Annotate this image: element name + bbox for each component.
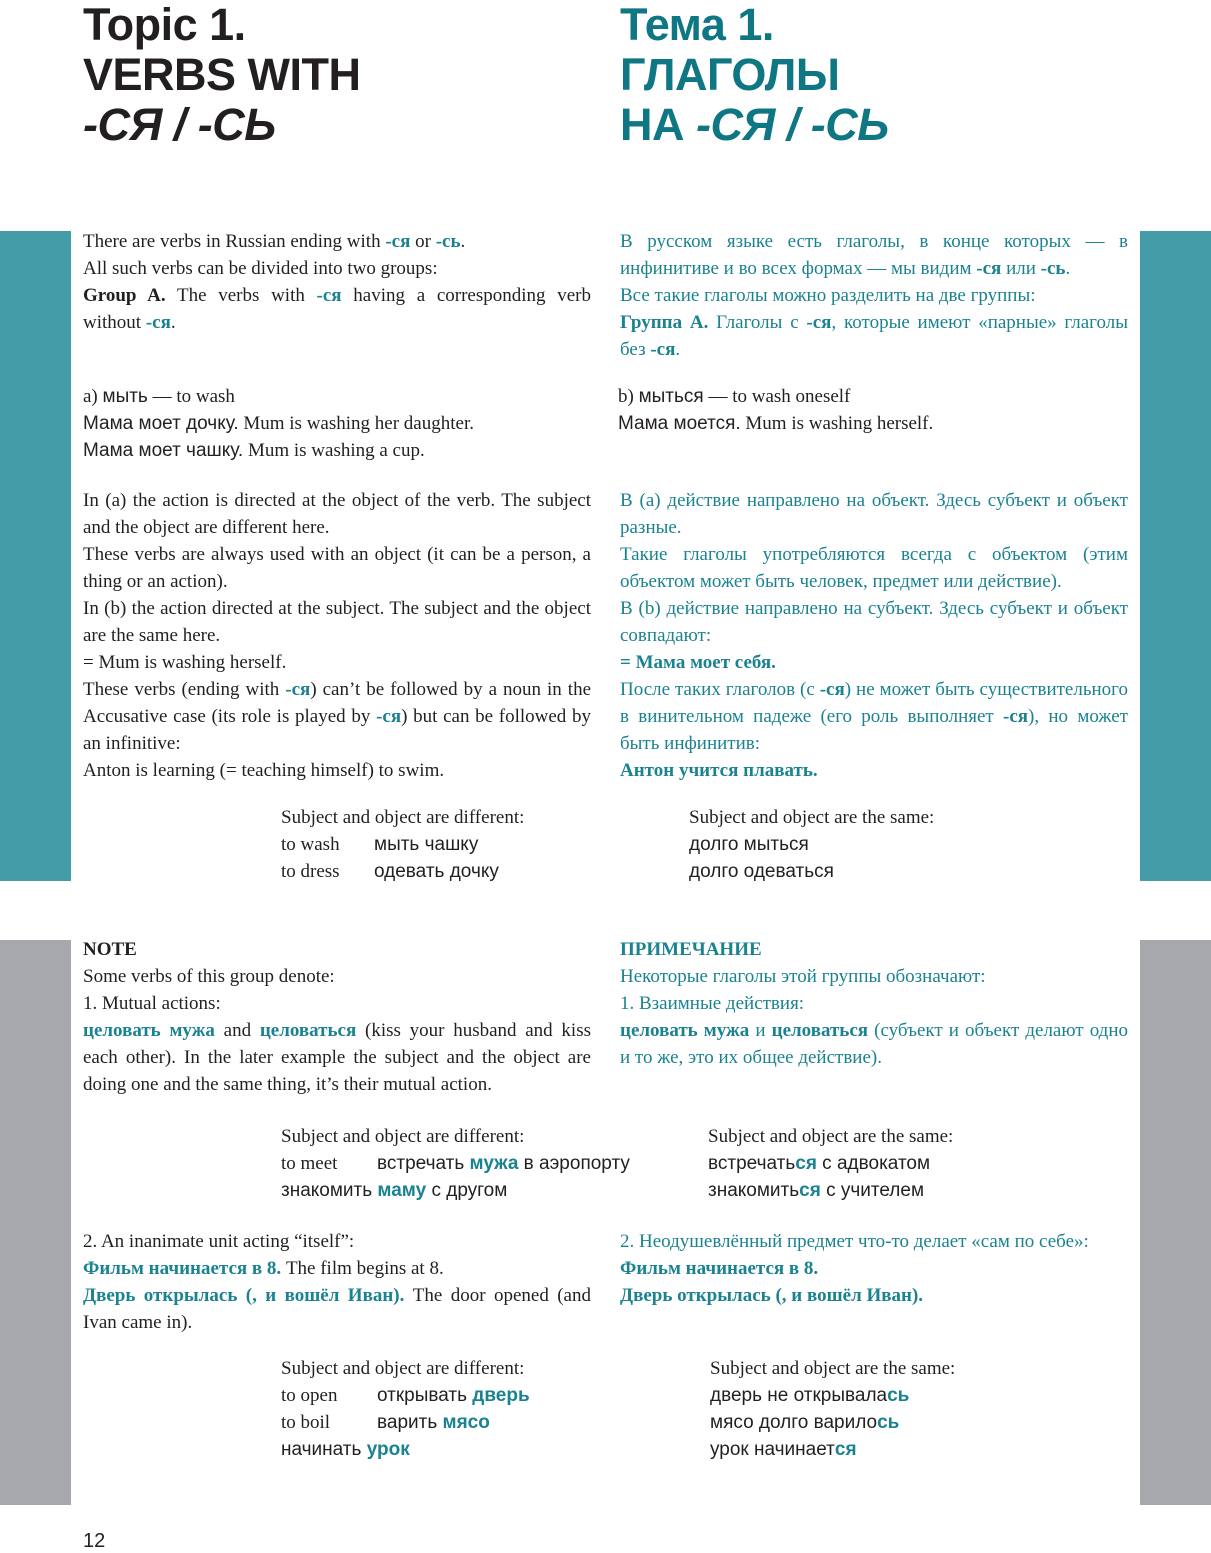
table-row: долго мыться	[689, 834, 809, 855]
heading-ru-line2: ГЛАГОЛЫ	[620, 49, 840, 100]
heading-ru-line1: Тема 1.	[620, 0, 774, 50]
table-row: начинать урок	[281, 1439, 410, 1460]
table-row: to meet встречать мужа в аэропорту	[281, 1153, 630, 1174]
examples-a: a) мыть — to wash Мама моет дочку. Mum is washing her daughter. Мама моет чашку. Mum is washing a cup.	[83, 386, 474, 461]
heading-en-line3: -СЯ / -СЬ	[83, 99, 276, 150]
table-row: дверь не открывалась	[710, 1385, 910, 1406]
note-russian: ПРИМЕЧАНИЕ Некоторые глаголы этой группы обозначают: 1. Взаимные действия: целовать мужа и целоваться (субъект и объект делают одно и то же, это их общее действие).	[620, 936, 1128, 1071]
right-gray-sidebar	[1140, 940, 1211, 1505]
inanimate-english: 2. An inanimate unit acting “itself”: Фильм начинается в 8. The film begins at 8. Дверь открылась (, и вошёл Иван). The door opened (and Ivan came in).	[83, 1231, 591, 1333]
table-row: to open открывать дверь	[281, 1385, 530, 1406]
explanation-english: In (a) the action is directed at the object of the verb. The subject and the object are different here. These verbs are always used with an object (it can be a person, a thing or an action). In (b) the action directed at the subject. The subject and the object are the same here. = Mum is washing herself. These verbs (ending with -ся) can’t be followed by a noun in the Accusative case (its role is played by -ся) but can be followed by an infinitive: Anton is learning (= teaching himself) to swim.	[83, 490, 591, 781]
note-english: NOTE Some verbs of this group denote: 1. Mutual actions: целовать мужа and целоваться (kiss your husband and kiss each other). In the later example the subject and the object are doing one and the same thing, it’s their mutual action.	[83, 936, 591, 1098]
table-row: знакомить маму с другом	[281, 1180, 508, 1201]
table1-same: Subject and object are the same: долго мыться долго одеваться	[689, 804, 1009, 885]
examples-b: b) мыться — to wash oneself Мама моется. Mum is washing herself.	[618, 386, 934, 434]
heading-en-line1: Topic 1.	[83, 0, 246, 50]
heading-ru-line3-prefix: НА	[620, 99, 696, 150]
left-teal-sidebar	[0, 231, 71, 881]
inanimate-russian: 2. Неодушевлённый предмет что-то делает «сам по себе»: Фильм начинается в 8. Дверь открылась (, и вошёл Иван).	[620, 1231, 1089, 1306]
table3-different: Subject and object are different: to open открывать дверь to boil варить мясо начинать урок	[281, 1355, 601, 1463]
table3-same: Subject and object are the same: дверь не открывалась мясо долго варилось урок начинается	[710, 1355, 1030, 1463]
table-row: встречаться с адвокатом	[708, 1153, 931, 1174]
intro-russian: В русском языке есть глаголы, в конце которых — в инфинитиве и во всех формах — мы видим -ся или -сь. Все такие глаголы можно разделить на две группы: Группа А. Глаголы с -ся, которые имеют «парные» глаголы без -ся.	[620, 231, 1128, 360]
table2-same: Subject and object are the same: встречаться с адвокатом знакомиться с учителем	[708, 1123, 1038, 1204]
heading-ru-line3-italic: -СЯ / -СЬ	[696, 99, 889, 150]
heading-english	[83, 0, 361, 150]
heading-en-line2: VERBS WITH	[83, 49, 361, 100]
table2-different: Subject and object are different: to meet встречать мужа в аэропорту знакомить маму с другом	[281, 1123, 681, 1204]
table-row: to wash мыть чашку	[281, 834, 479, 855]
heading-russian	[620, 0, 889, 150]
table1-different: Subject and object are different: to wash мыть чашку to dress одевать дочку	[281, 804, 601, 885]
table-row: знакомиться с учителем	[708, 1180, 925, 1201]
table-row: мясо долго варилось	[710, 1412, 900, 1433]
right-teal-sidebar	[1140, 231, 1211, 881]
explanation-russian: В (а) действие направлено на объект. Здесь субъект и объект разные. Такие глаголы употребляются всегда с объектом (этим объектом может быть человек, предмет или действие). В (b) действие направлено на субъект. Здесь субъект и объект совпадают: = Мама моет себя. После таких глаголов (с -ся) не может быть существительного в винительном падеже (его роль выполняет -ся), но может быть инфинитив: Антон учится плавать.	[620, 490, 1128, 781]
table-row: урок начинается	[710, 1439, 857, 1460]
table-row: to boil варить мясо	[281, 1412, 490, 1433]
table-row: to dress одевать дочку	[281, 861, 499, 882]
left-gray-sidebar	[0, 940, 71, 1505]
note-title: NOTE	[83, 939, 137, 960]
table-row: долго одеваться	[689, 861, 834, 882]
intro-english: There are verbs in Russian ending with -ся or -сь. All such verbs can be divided into two groups: Group A. The verbs with -ся having a corresponding verb without -ся.	[83, 231, 591, 333]
page-number: 12	[83, 1530, 106, 1552]
note-title-ru: ПРИМЕЧАНИЕ	[620, 939, 762, 960]
